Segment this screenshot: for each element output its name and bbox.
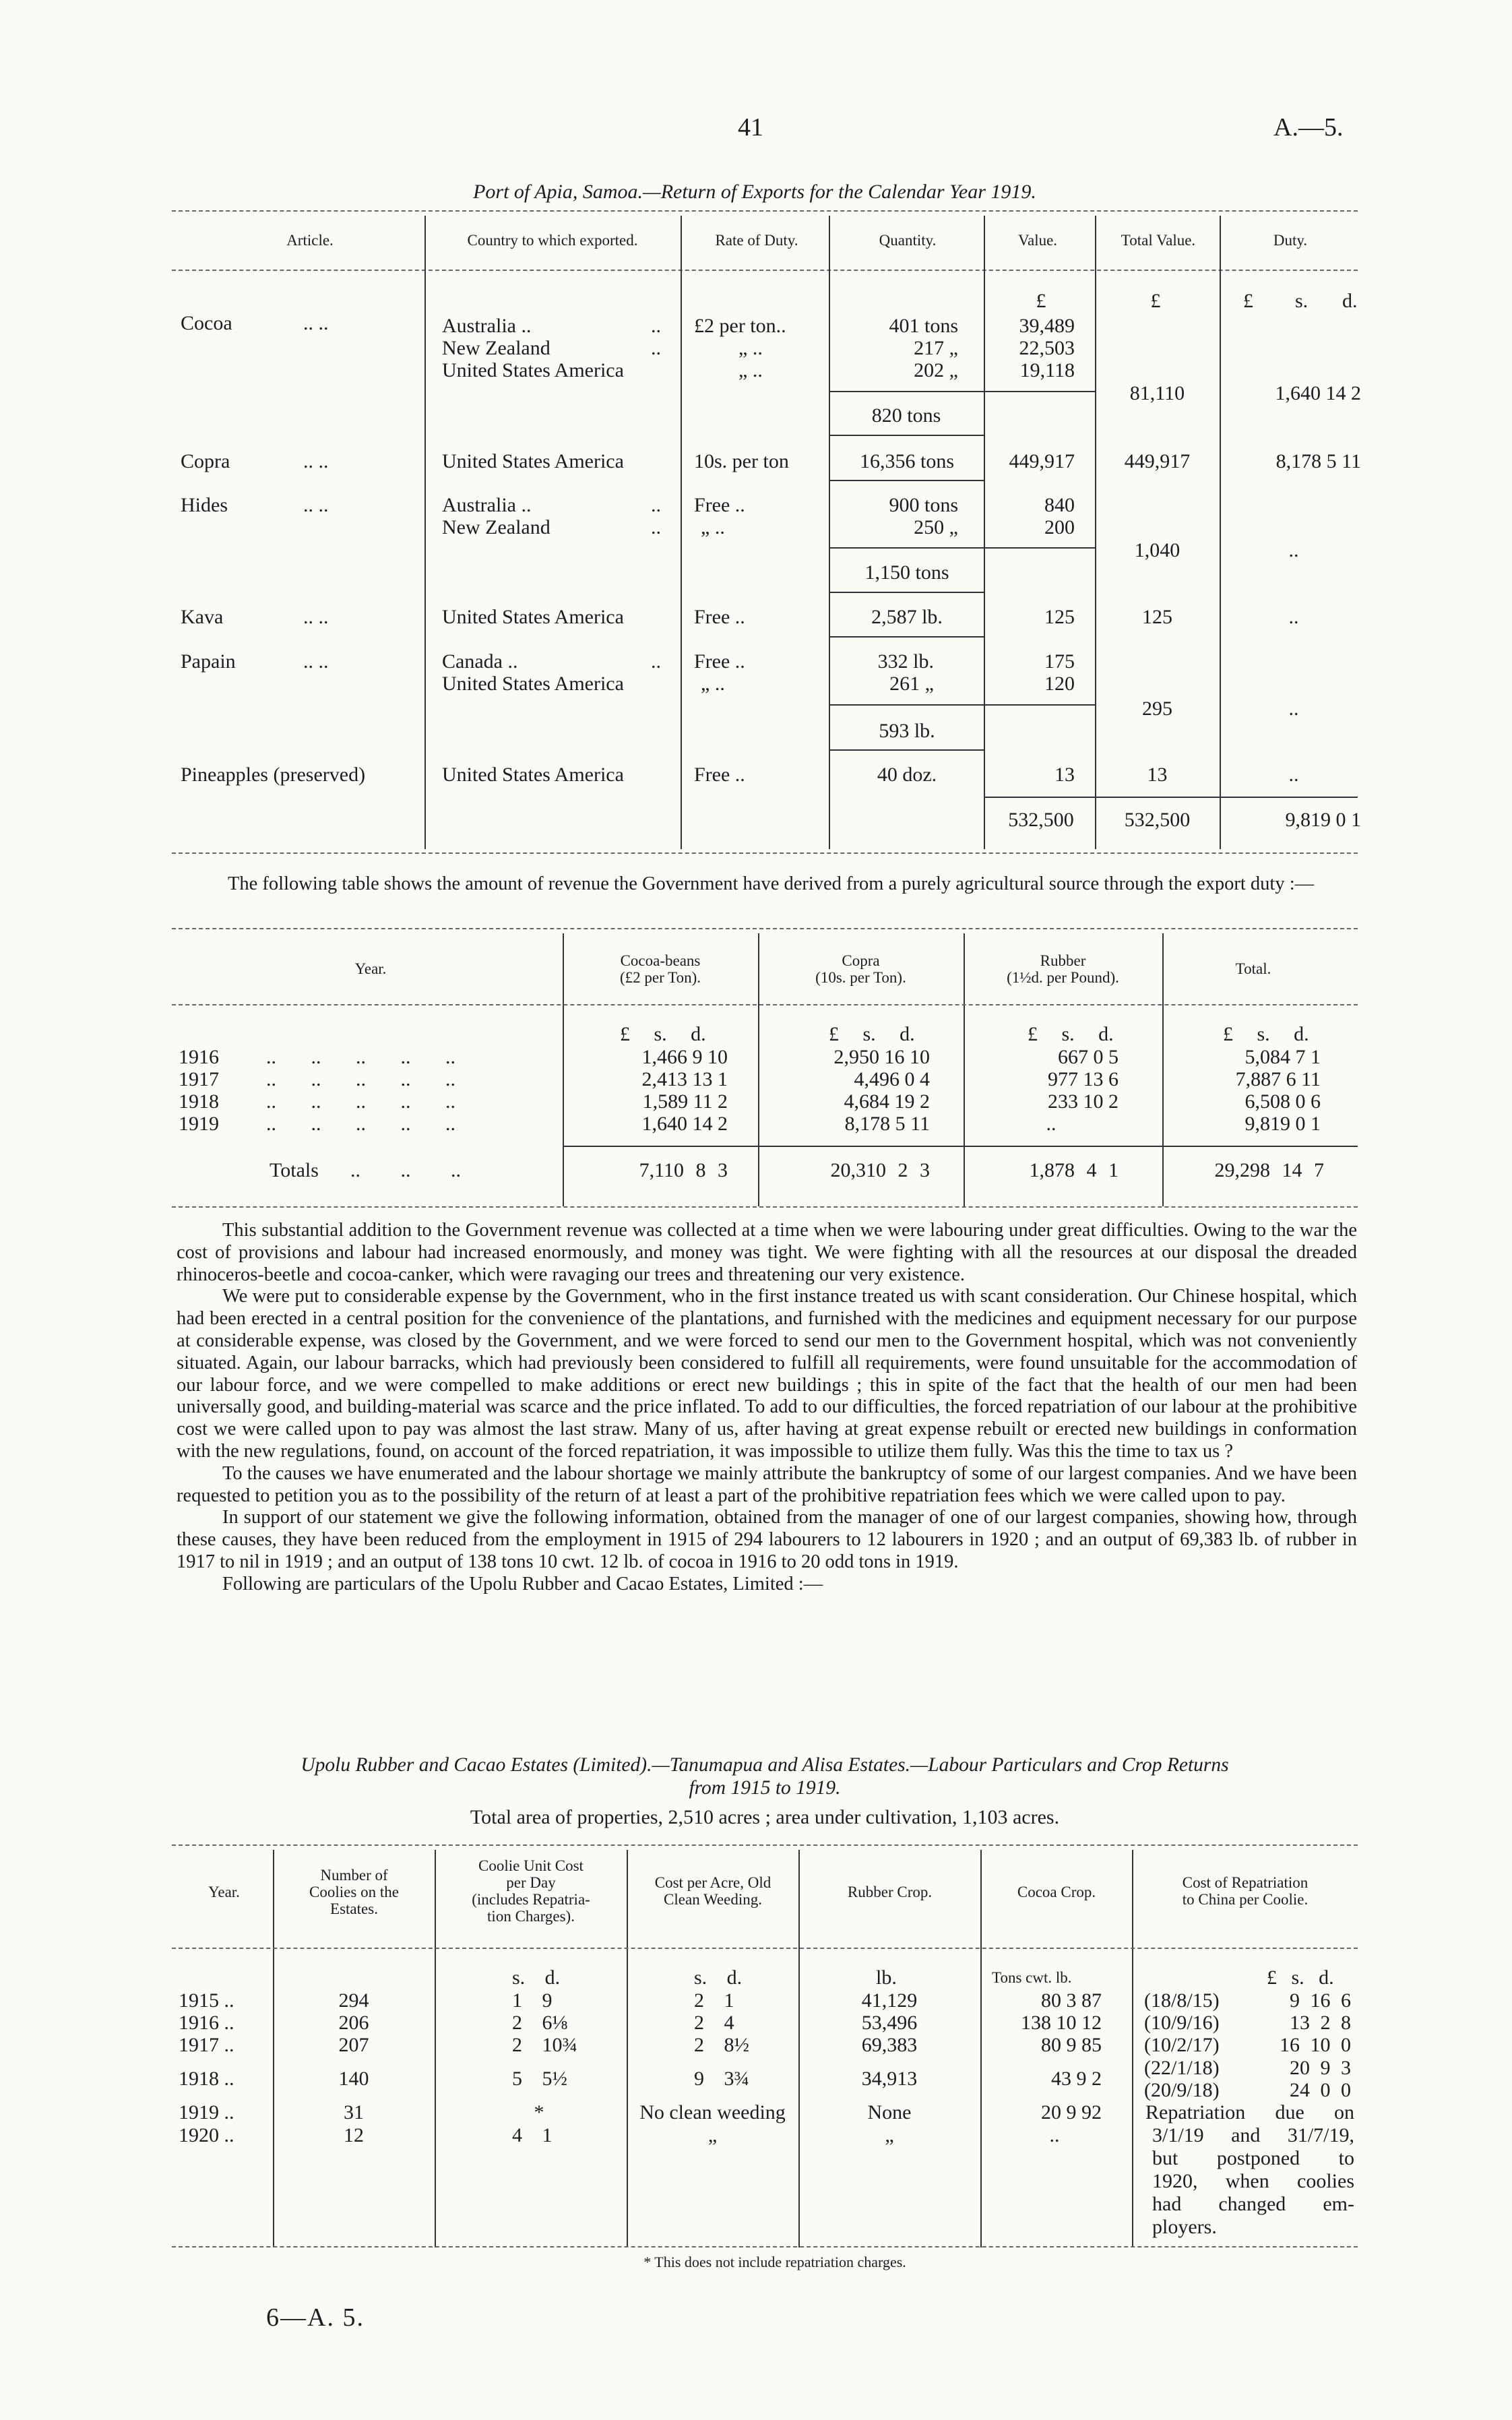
body-text — [177, 1220, 1357, 1596]
upolu-area: Total area of properties, 2,510 acres ; area under cultivation, 1,103 acres. — [470, 1806, 1060, 1828]
exports-col-quantity: Quantity. — [879, 232, 937, 249]
upolu-title-line2: from 1915 to 1919. — [689, 1777, 841, 1799]
revenue-unit-total: £ s. d. — [1223, 1023, 1309, 1045]
upolu-col-rubber: Rubber Crop. — [847, 1884, 933, 1900]
document-reference: A.—5. — [1273, 113, 1344, 142]
revenue-unit-cocoa: £ s. d. — [620, 1023, 706, 1045]
exports-col-total: Total Value. — [1121, 232, 1196, 249]
paragraph-5: Following are particulars of the Upolu Rubber and Cacao Estates, Limited :— — [222, 1573, 823, 1594]
exports-grand-total: 532,500 — [1124, 809, 1191, 831]
exports-grand-value: 532,500 — [1008, 809, 1074, 831]
revenue-col-total: Total. — [1235, 960, 1271, 977]
exports-title: Port of Apia, Samoa.—Return of Exports for the Calendar Year 1919. — [473, 181, 1036, 203]
upolu-col-year: Year. — [208, 1884, 240, 1900]
paragraph-4: In support of our statement we give the following information, obtained from the manager of one of our largest companies, showing how, through these causes, they have been reduced from the employment in 1915 of 294 labourers to 12 labourers in 1920 ; and an output of 69,383 lb. of rubber in 1917 to nil in 1919 ; and an output of 138 tons 10 cwt. 12 lb. of cocoa in 1916 to 20 odd tons in 1919. — [177, 1507, 1357, 1572]
revenue-unit-copra: £ s. d. — [829, 1023, 915, 1045]
upolu-footnote: * This does not include repatriation charges. — [643, 2254, 906, 2270]
revenue-col-rubber-2: (1½d. per Pound). — [1007, 969, 1119, 986]
revenue-unit-rubber: £ s. d. — [1028, 1023, 1114, 1045]
duty-shilling-symbol: s. — [1295, 290, 1309, 312]
exports-col-duty: Duty. — [1273, 232, 1308, 249]
paragraph-1: This substantial addition to the Government revenue was collected at a time when we were labouring under great difficulties. Owing to the war the cost of provisions and labour had increased enormously, and money was tight. We were fighting with all the resources at our disposal the dreaded rhinoceros-beetle and cocoa-canker, which were ravaging our trees and threatening our very existence. — [177, 1220, 1357, 1285]
revenue-col-copra-2: (10s. per Ton). — [815, 969, 906, 986]
upolu-title-line1: Upolu Rubber and Cacao Estates (Limited).—Tanumapua and Alisa Estates.—Labour Particulars and Crop Returns — [301, 1754, 1229, 1776]
exports-col-country: Country to which exported. — [467, 232, 638, 249]
paragraph-2: We were put to considerable expense by the Government, who in the first instance treated us with scant consideration. Our Chinese hospital, which had been erected in a central position for the convenience of the plantations, and furnished with the medicines and equipment necessary for our purpose at considerable expense, was closed by the Government, and we were forced to send our men to the Government hospital, which was not conveniently situated. Again, our labour barracks, which had previously been considered to fulfill all requirements, were found unsuitable for the accommodation of our labour force, and we were compelled to make additions or erect new buildings ; this in spite of the fact that the health of our men had been universally good, and building-material was scarce and the price inflated. To add to our difficulties, the forced repatriation of our labour at the prohibitive cost we were called upon to pay was almost the last straw. Many of us, after having at great expense rebuilt or erected new buildings in conformation with the new regulations, found, on account of the forced repatriation, it was impossible to utilize them fully. Was this the time to tax us ? — [177, 1286, 1357, 1462]
value-pound-symbol: £ — [1036, 290, 1046, 312]
paragraph-3: To the causes we have enumerated and the labour shortage we mainly attribute the bankruptcy of some of our largest companies. And we have been requested to petition you as to the possibility of the return of at least a part of the prohibitive repatriation fees which we were called upon to pay. — [177, 1462, 1357, 1506]
duty-pound-symbol: £ — [1243, 290, 1253, 312]
revenue-col-cocoa-2: (£2 per Ton). — [620, 969, 701, 986]
exports-grand-duty: 9,819 0 1 — [1285, 809, 1361, 831]
upolu-col-cocoa: Cocoa Crop. — [1017, 1884, 1096, 1900]
exports-col-value: Value. — [1017, 232, 1058, 249]
revenue-col-copra-1: Copra — [842, 952, 880, 969]
exports-col-rate: Rate of Duty. — [715, 232, 798, 249]
revenue-col-year: Year. — [354, 960, 387, 977]
page-number: 41 — [738, 113, 763, 142]
exports-col-article: Article. — [286, 232, 334, 249]
signature-mark: 6—A. 5. — [266, 2303, 365, 2332]
revenue-col-rubber-1: Rubber — [1040, 952, 1086, 969]
duty-pence-symbol: d. — [1342, 290, 1358, 312]
revenue-col-cocoa-1: Cocoa-beans — [620, 952, 701, 969]
revenue-intro: The following table shows the amount of revenue the Government have derived from a purely agricultural source through the export duty :— — [228, 873, 1315, 894]
repatriation-note: Repatriation due on 3/1/19 and 31/7/19, but postponed to 1920, when coolies had changed em- ployers. — [1145, 2101, 1354, 2238]
total-pound-symbol: £ — [1150, 290, 1161, 312]
